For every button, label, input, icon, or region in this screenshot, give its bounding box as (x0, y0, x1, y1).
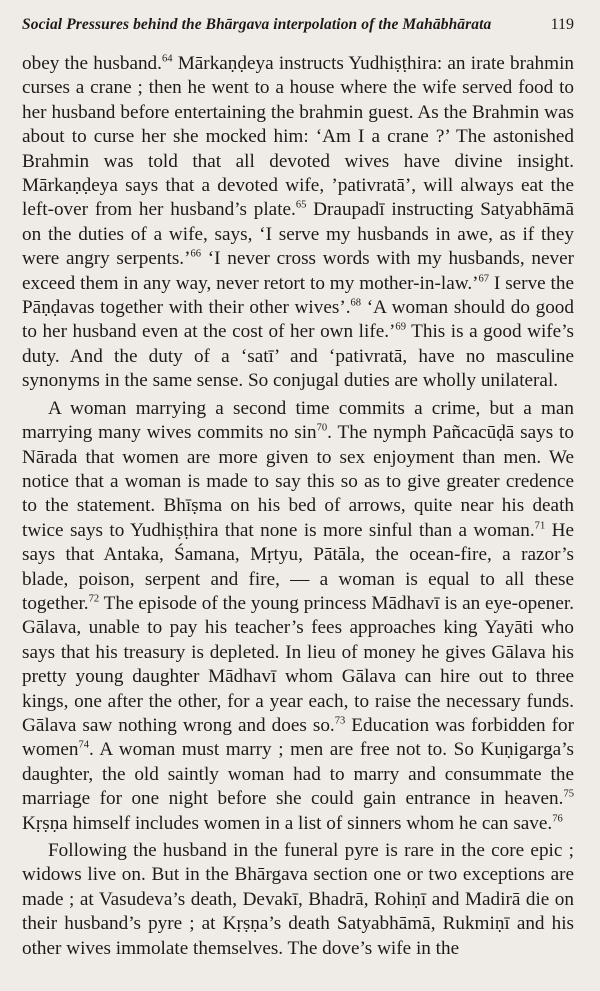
text-run: This is a good wife’s duty. And the duty of a ‘satī’ and ‘pativratā, have no masculine synonyms in the same sense. So conjugal duties are wholly unilateral. (22, 321, 574, 392)
text-run: Kṛṣṇa himself includes women in a list of sinners whom he can save. (22, 812, 553, 834)
footnote-ref: 68 (350, 297, 362, 309)
paragraph (22, 52, 574, 394)
paragraph (22, 839, 574, 961)
footnote-ref: 72 (88, 593, 100, 605)
text-run: I serve the Pāṇḍavas together with their other wives’. (22, 272, 574, 319)
footnote-ref: 65 (295, 200, 307, 212)
footnote-ref: 74 (78, 739, 90, 751)
footnote-ref: 75 (563, 788, 574, 800)
footnote-ref: 67 (478, 273, 490, 285)
footnote-ref: 73 (334, 715, 346, 727)
body-text (22, 52, 574, 961)
text-run: He says that Antaka, Śamana, Mṛtyu, Pātāla, the ocean-fire, a razor’s blade, poison, serpent and fire, — a woman is equal to all these together. (22, 519, 575, 614)
text-run: Mārkaṇḍeya instructs Yudhiṣṭhira: an irate brahmin curses a crane ; then he went to a house where the wife served food to her husband before entertaining the brahmin guest. As the Brahmin was about to curse her she mocked him: ‘Am I a crane ?’ The astonished Brahmin was told that all devoted wives have divine insight. Mārkaṇḍeya says that a devoted wife, ’pativratā’, will always eat the left-over from her husband’s plate. (22, 53, 574, 221)
page-number: 119 (550, 16, 574, 33)
text-run: . The nymph Pañcacūḍā says to Nārada that women are more given to sex enjoyment than men. We notice that a woman is made to say this so as to give greater credence to the statement. Bhīṣma on his bed of arrows, quite near his death twice says to Yudhiṣṭhira that none is more sinful than a woman. (22, 422, 574, 541)
text-run: ‘I never cross words with my husbands, never exceed them in any way, never retort to my mother-in-law.’ (22, 248, 574, 294)
footnote-ref: 69 (395, 322, 406, 334)
text-run: The episode of the young princess Mādhavī is an eye-opener. Gālava, unable to pay his teacher’s fees approaches king Yayāti who says that his treasury is depleted. In lieu of money he gives Gālava his pretty young daughter Mādhavī whom Gālava can hire out to three kings, one after the other, for a year each, to raise the necessary funds. Gālava saw nothing wrong and does so. (22, 592, 574, 736)
text-run: ‘A woman should do good to her husband even at the cost of her own life.’ (22, 297, 574, 343)
text-run: Education was forbidden for women (22, 714, 574, 761)
footnote-ref: 70 (316, 422, 328, 434)
footnote-ref: 66 (190, 248, 202, 260)
text-run: obey the husband. (22, 53, 162, 74)
text-run: . A woman must marry ; men are free not to. So Kuṇigarga’s daughter, the old saintly woman had to marry and consummate the marriage for one night before she could gain entrance in heaven. (22, 739, 574, 810)
paragraph (22, 397, 574, 836)
footnote-ref: 76 (552, 813, 563, 825)
text-run: Following the husband in the funeral pyre is rare in the core epic ; widows live on. But in the Bhārgava section one or two exceptions are made ; at Vasudeva’s death, Devakī, Bhadrā, Rohiṇī and Madirā die on their husband’s pyre ; at Kṛṣṇa’s death Satyabhāmā, Rukmiṇī and his other wives immolate themselves. The dove’s wife in the (22, 840, 574, 959)
text-run: Draupadī instructing Satyabhāmā on the duties of a wife, says, ‘I serve my husbands in awe, as if they were angry serpents.’ (22, 199, 574, 270)
running-title: Social Pressures behind the Bhārgava interpolation of the Mahābhārata (22, 16, 492, 33)
footnote-ref: 64 (161, 53, 173, 65)
running-header (22, 16, 574, 34)
text-run: A woman marrying a second time commits a crime, but a man marrying many wives commits no sin (22, 397, 574, 444)
footnote-ref: 71 (534, 520, 546, 532)
